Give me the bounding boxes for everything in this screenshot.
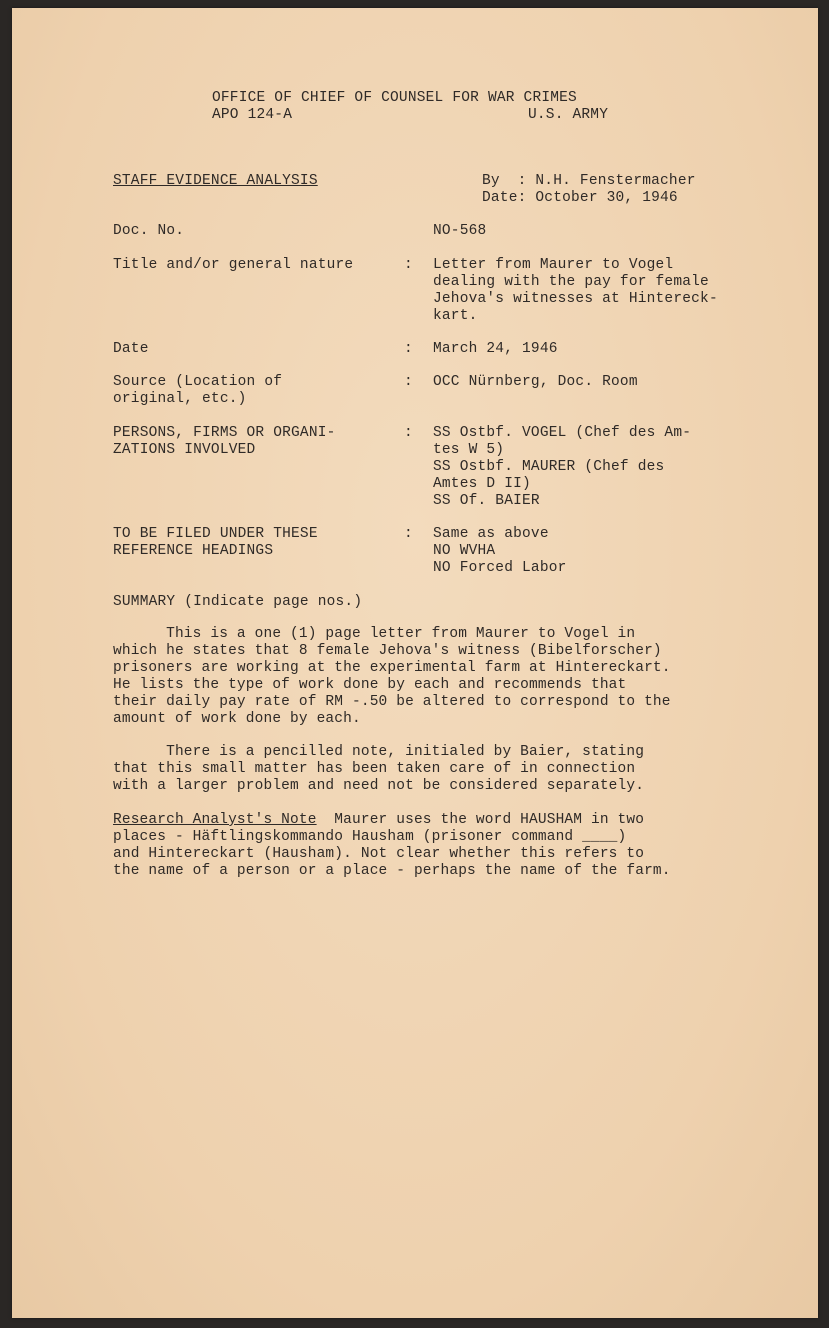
persons-value-line: tes W 5) bbox=[433, 442, 505, 458]
research-note-line: the name of a person or a place - perhaps the name of the farm. bbox=[113, 863, 671, 879]
title-value-line: Letter from Maurer to Vogel bbox=[433, 257, 674, 273]
summary-line: which he states that 8 female Jehova's witness (Bibelforscher) bbox=[113, 643, 662, 659]
office-heading: OFFICE OF CHIEF OF COUNSEL FOR WAR CRIMES bbox=[212, 90, 577, 106]
analysis-title: STAFF EVIDENCE ANALYSIS bbox=[113, 173, 318, 189]
colon: : bbox=[404, 526, 413, 542]
colon: : bbox=[404, 425, 413, 441]
research-note-line bbox=[113, 812, 644, 829]
summary-line: that this small matter has been taken care of in connection bbox=[113, 761, 636, 777]
persons-label-line: PERSONS, FIRMS OR ORGANI- bbox=[113, 425, 336, 441]
persons-value-line: SS Of. BAIER bbox=[433, 493, 540, 509]
apo-number: APO 124-A bbox=[212, 107, 293, 123]
summary-line: amount of work done by each. bbox=[113, 711, 361, 727]
title-value-line: kart. bbox=[433, 308, 478, 324]
filed-value-line: NO WVHA bbox=[433, 543, 496, 559]
research-note-line: and Hintereckart (Hausham). Not clear whether this refers to bbox=[113, 846, 645, 862]
army-label: U.S. ARMY bbox=[528, 107, 609, 123]
source-label-line: Source (Location of bbox=[113, 374, 283, 390]
date-value: March 24, 1946 bbox=[433, 341, 558, 357]
filed-value-line: NO Forced Labor bbox=[433, 560, 567, 576]
summary-line: prisoners are working at the experimental farm at Hintereckart. bbox=[113, 660, 671, 676]
persons-value-line: SS Ostbf. MAURER (Chef des bbox=[433, 459, 665, 475]
research-note-line: places - Häftlingskommando Hausham (prisoner command ____) bbox=[113, 829, 627, 845]
persons-label-line: ZATIONS INVOLVED bbox=[113, 442, 256, 458]
summary-heading: SUMMARY (Indicate page nos.) bbox=[113, 594, 363, 610]
doc-no-label: Doc. No. bbox=[113, 223, 185, 239]
summary-line: with a larger problem and need not be considered separately. bbox=[113, 778, 645, 794]
summary-line: their daily pay rate of RM -.50 be altered to correspond to the bbox=[113, 694, 671, 710]
analyst-by: By : N.H. Fenstermacher bbox=[482, 173, 696, 189]
filed-label-line: TO BE FILED UNDER THESE bbox=[113, 526, 318, 542]
colon: : bbox=[404, 257, 413, 273]
title-value-line: Jehova's witnesses at Hintereck- bbox=[433, 291, 718, 307]
filed-label-line: REFERENCE HEADINGS bbox=[113, 543, 274, 559]
title-value-line: dealing with the pay for female bbox=[433, 274, 709, 290]
colon: : bbox=[404, 341, 413, 357]
summary-line: There is a pencilled note, initialed by Baier, stating bbox=[113, 744, 645, 760]
colon: : bbox=[404, 374, 413, 390]
persons-value-line: Amtes D II) bbox=[433, 476, 531, 492]
research-note-text: Maurer uses the word HAUSHAM in two bbox=[316, 812, 645, 828]
date-label: Date bbox=[113, 341, 149, 357]
research-note-label: Research Analyst's Note bbox=[113, 812, 317, 828]
doc-no-value: NO-568 bbox=[433, 223, 487, 239]
title-label: Title and/or general nature bbox=[113, 257, 354, 273]
summary-line: This is a one (1) page letter from Maurer to Vogel in bbox=[113, 626, 636, 642]
persons-value-line: SS Ostbf. VOGEL (Chef des Am- bbox=[433, 425, 692, 441]
analysis-date: Date: October 30, 1946 bbox=[482, 190, 678, 206]
document-page bbox=[12, 8, 818, 1318]
source-label-line: original, etc.) bbox=[113, 391, 247, 407]
source-value: OCC Nürnberg, Doc. Room bbox=[433, 374, 638, 390]
summary-line: He lists the type of work done by each and recommends that bbox=[113, 677, 627, 693]
filed-value-line: Same as above bbox=[433, 526, 549, 542]
